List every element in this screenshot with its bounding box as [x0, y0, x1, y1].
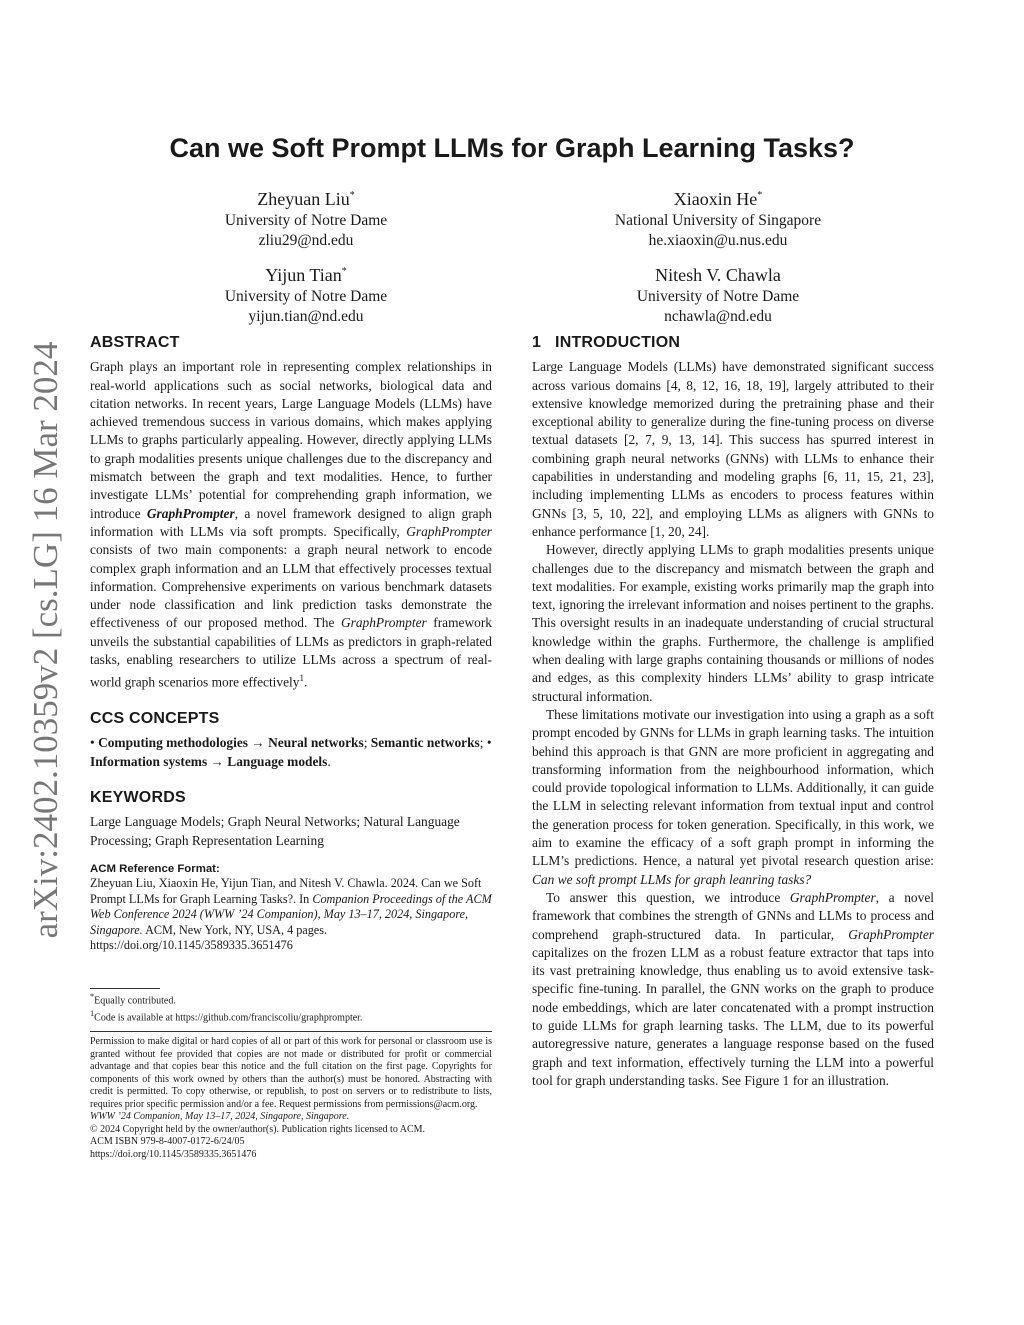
author-block-3 — [126, 260, 486, 327]
permission-divider — [90, 1031, 492, 1032]
author-affiliation: University of Notre Dame — [224, 212, 388, 229]
author-name: Zheyuan Liu — [257, 189, 350, 209]
author-affiliation: University of Notre Dame — [224, 288, 388, 305]
author-block-4 — [538, 260, 898, 327]
keywords-text: Large Language Models; Graph Neural Networks; Natural Language Processing; Graph Representation Learning — [90, 814, 460, 848]
conference-line: WWW ’24 Companion, May 13–17, 2024, Singapore, Singapore. — [90, 1111, 350, 1122]
footnote-2: $^1$Code is available at https://github.com/franciscoliu/graphprompter. — [90, 1008, 363, 1024]
author-name: Nitesh V. Chawla — [655, 265, 781, 285]
keywords-heading: KEYWORDS — [90, 789, 186, 806]
author-name: Yijun Tian — [265, 265, 342, 285]
author-email: he.xiaoxin@u.nus.edu — [648, 232, 788, 249]
intro-paragraph-3: These limitations motivate our investigation into using a graph as a soft prompt encoded by GNNs for LLMs in graph learning tasks. The intuition behind this approach is that GNN are more proficient in aggregating and transforming information from the neighbourhood information, which could provide topological information to LLMs. Additionally, it can guide the LLM in selecting relevant information from textual input and control the generation process for token generation. Specifically, in this work, we aim to examine the efficacy of a soft graph prompt in informing the LLM’s predictions. Hence, a natural yet pivotal research question arise: Can we soft prompt LLMs for graph leanring tasks? — [532, 706, 934, 887]
permission-block — [90, 1036, 492, 1161]
acm-reference-heading: ACM Reference Format: — [90, 862, 220, 875]
permission-text: Permission to make digital or hard copies of all or part of this work for personal or classroom use is granted without fee provided that copies are not made or distributed for profit or commercial advantage and that copies bear this notice and the full citation on the first page. Copyrights for components of this work owned by others than the author(s) must be honored. Abstracting with credit is permitted. To copy otherwise, or republish, to post on servers or to redistribute to lists, requires prior specific permission and/or a fee. Request permissions from permissions@acm.org. — [90, 1036, 492, 1110]
intro-paragraph-1: Large Language Models (LLMs) have demonstrated significant success across various domains [4, 8, 12, 16, 18, 19], largely attributed to their extensive knowledge memorized during the pretraining phase and their exceptional ability to generalize during the fine-tuning process on diverse textual datasets [2, 7, 9, 13, 14]. This success has spurred interest in combining graph neural networks (GNNs) with LLMs to enhance their capabilities in understanding and modeling graphs [6, 11, 15, 21, 23], including implementing LLMs as encoders to process features within GNNs [3, 5, 10, 22], and employing LLMs as aligners with GNNs to enhance performance [1, 20, 24]. — [532, 359, 934, 539]
left-column — [90, 334, 492, 954]
footnote-1: *Equally contributed. — [90, 992, 176, 1007]
author-email: zliu29@nd.edu — [258, 232, 354, 249]
author-name: Xiaoxin He — [673, 189, 758, 209]
footnote-ref: 1 — [299, 673, 304, 684]
paper-title: Can we Soft Prompt LLMs for Graph Learning Tasks? — [169, 133, 855, 163]
author-affiliation: National University of Singapore — [614, 212, 822, 229]
author-affiliation: University of Notre Dame — [636, 288, 800, 305]
intro-heading: 1 INTRODUCTION — [532, 334, 681, 351]
author-mark: * — [349, 190, 355, 201]
intro-paragraph-2: However, directly applying LLMs to graph modalities presents unique challenges due to the discrepancy and mismatch between the graph and text modalities. For example, existing works primarily map the graph into text, ignoring the irrelevant information and noises pertinent to the graphs. This oversight results in an inadequate understanding of crucial structural knowledge within the graphs. Furthermore, the challenge is amplified when dealing with large graphs containing thousands or millions of nodes and edges, as this complexity hinders LLMs’ ability to grasp intricate structural information. — [532, 542, 934, 704]
framework-name: GraphPrompter — [146, 505, 235, 521]
ccs-text: • Computing methodologies → Neural networks; Semantic networks; • Information systems → Language models. — [90, 735, 492, 769]
copyright-line: © 2024 Copyright held by the owner/author(s). Publication rights licensed to ACM. — [90, 1123, 426, 1135]
author-email: yijun.tian@nd.edu — [248, 308, 364, 325]
intro-paragraph-4: To answer this question, we introduce GraphPrompter, a novel framework that combines the strength of GNNs and LLMs to process and comprehend graph-structured data. In particular, GraphPrompter capitalizes on the frozen LLM as a robust feature extractor that taps into its vast pretraining knowledge, thus enabling us to avoid extensive task-specific fine-tuning. In parallel, the GNN works on the graph to produce node embeddings, which are later concatenated with a prompt instruction to guide LLMs for graph learning tasks. The LLM, due to its powerful autoregressive nature, generates a language response based on the fused graph and text information, effectively turning the LLM into a powerful tool for graph understanding tasks. See Figure 1 for an illustration. — [532, 889, 934, 1088]
acm-reference — [90, 862, 492, 954]
abstract-heading: ABSTRACT — [90, 334, 180, 351]
abstract-text: Graph plays an important role in representing complex relationships in real-world applications such as social networks, biological data and citation networks. In recent years, Large Language Models (LLMs) have achieved tremendous success in various domains, which makes applying LLMs to graphs particularly appealing. However, directly applying LLMs to graph modalities presents unique challenges due to the discrepancy and mismatch between the graph and text modalities. Hence, to further investigate LLMs’ potential for comprehending graph information, we introduce GraphPrompter, a novel framework designed to align graph information with LLMs via soft prompts. Specifically, GraphPrompter consists of two main components: a graph neural network to encode complex graph information and an LLM that effectively processes textual information. Comprehensive experiments on various benchmark datasets under node classification and link prediction tasks demonstrate the effectiveness of our proposed method. The GraphPrompter framework unveils the substantial capabilities of LLMs as predictors in graph-related tasks, enabling researchers to utilize LLMs across a spectrum of real-world graph scenarios more effectively$^1$. — [90, 359, 492, 690]
acm-reference-text: Zheyuan Liu, Xiaoxin He, Yijun Tian, and Nitesh V. Chawla. 2024. Can we Soft Prompt LLMs for Graph Learning Tasks?. In Companion Proceedings of the ACM Web Conference 2024 (WWW ’24 Companion), May 13–17, 2024, Singapore, Singapore. ACM, New York, NY, USA, 4 pages. https://doi.org/10.1145/3589335.3651476 — [90, 876, 492, 953]
doi-line: https://doi.org/10.1145/3589335.3651476 — [90, 1148, 257, 1160]
ccs-heading: CCS CONCEPTS — [90, 710, 220, 728]
author-block-2 — [538, 184, 898, 251]
isbn-line: ACM ISBN 979-8-4007-0172-6/24/05 — [90, 1136, 245, 1147]
research-question: Can we soft prompt LLMs for graph leanring tasks? — [532, 871, 812, 887]
right-column — [532, 334, 934, 1090]
footnotes — [90, 991, 492, 1025]
author-mark: * — [341, 266, 347, 277]
arxiv-id: arXiv:2402.10359v2 [cs.LG] 16 Mar 2024 — [26, 341, 65, 939]
author-mark: * — [757, 190, 763, 201]
footnote-divider — [90, 988, 160, 989]
author-email: nchawla@nd.edu — [664, 308, 772, 325]
author-block-1 — [126, 184, 486, 251]
